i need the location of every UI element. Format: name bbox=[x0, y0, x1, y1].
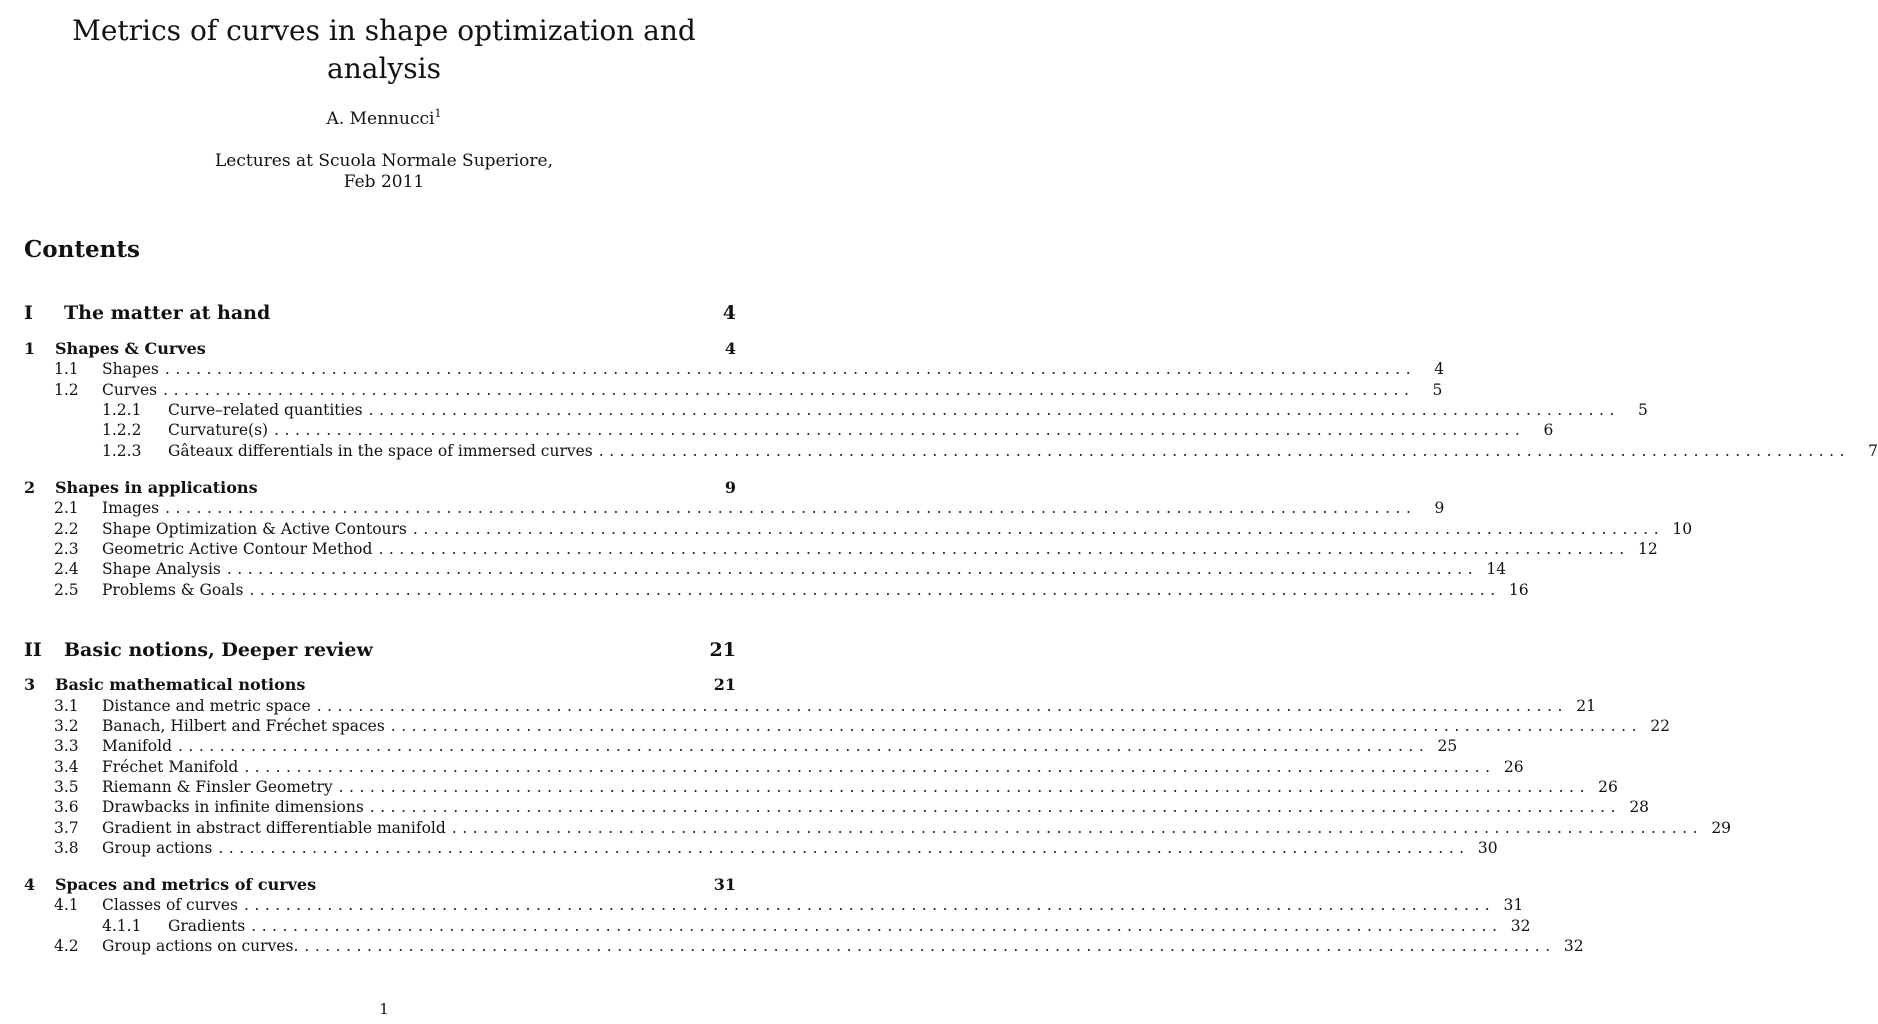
toc-entry-number: 3.5 bbox=[54, 778, 79, 796]
toc-entry-page: 10 bbox=[1672, 520, 1693, 538]
author-footnote-mark: 1 bbox=[434, 107, 442, 120]
toc-entry-number: 4.2 bbox=[54, 937, 79, 955]
toc-section-entry[interactable] bbox=[24, 580, 1529, 600]
toc-entry-title: Basic notions, Deeper review bbox=[64, 639, 373, 661]
toc-entry-page: 30 bbox=[1477, 839, 1498, 857]
toc-entry-number: 3.4 bbox=[54, 758, 79, 776]
toc-leader-dots: ........................................................................................................................ bbox=[164, 360, 1417, 378]
toc-entry-page: 6 bbox=[1543, 421, 1554, 439]
toc-entry-page: 4 bbox=[722, 302, 736, 324]
toc-leader-dots: ........................................................................................................................ bbox=[316, 697, 1568, 715]
toc-entry-page: 4 bbox=[1434, 360, 1445, 378]
toc-section-entry[interactable] bbox=[24, 757, 1524, 777]
toc-section-entry[interactable] bbox=[24, 696, 1596, 716]
toc-entry-title: Shapes in applications bbox=[55, 478, 258, 497]
toc-entry-title: Gradient in abstract differentiable manifold bbox=[102, 819, 446, 837]
toc-entry-page: 21 bbox=[709, 639, 736, 661]
toc-entry-number: 3.2 bbox=[54, 717, 79, 735]
lecture-line-2: Feb 2011 bbox=[343, 172, 425, 192]
lecture-note bbox=[0, 151, 768, 193]
toc-section-entry[interactable] bbox=[24, 838, 1498, 858]
toc-chapter-entry[interactable] bbox=[24, 339, 736, 359]
toc-chapter-entry[interactable] bbox=[24, 675, 736, 695]
toc-section-entry[interactable] bbox=[24, 797, 1650, 817]
author-name: A. Mennucci bbox=[326, 109, 435, 129]
toc-entry-page: 4 bbox=[724, 339, 736, 358]
toc-entry-number: 3.8 bbox=[54, 839, 79, 857]
toc-leader-dots: ........................................................................................................................ bbox=[249, 581, 1501, 599]
toc-entry-number: 1.1 bbox=[54, 360, 79, 378]
toc-entry-page: 31 bbox=[713, 875, 736, 894]
toc-leader-dots: ........................................................................................................................ bbox=[412, 520, 1665, 538]
toc-entry-title: The matter at hand bbox=[64, 302, 271, 324]
toc-entry-title: Shapes & Curves bbox=[55, 339, 206, 358]
toc-entry-title: Fréchet Manifold bbox=[102, 758, 239, 776]
toc-entry-page: 32 bbox=[1563, 937, 1584, 955]
toc-entry-page: 32 bbox=[1510, 917, 1531, 935]
toc-entry-title: Group actions on curves. bbox=[102, 937, 299, 955]
toc-entry-title: Geometric Active Contour Method bbox=[102, 540, 373, 558]
toc-chapter-entry[interactable] bbox=[24, 875, 736, 895]
toc-entry-page: 5 bbox=[1637, 401, 1648, 419]
toc-leader-dots: ........................................................................................................................ bbox=[368, 401, 1620, 419]
toc-entry-page: 7 bbox=[1868, 442, 1878, 460]
toc-chapter-entry[interactable] bbox=[24, 478, 736, 498]
toc-section-entry[interactable] bbox=[24, 936, 1584, 956]
toc-section-entry[interactable] bbox=[24, 818, 1732, 838]
toc-entry-page: 21 bbox=[713, 675, 736, 694]
toc-entry-title: Gradients bbox=[168, 917, 246, 935]
toc-entry-page: 16 bbox=[1508, 581, 1529, 599]
toc-leader-dots: ........................................................................................................................ bbox=[598, 442, 1851, 460]
toc-part-entry[interactable] bbox=[24, 637, 736, 663]
toc-leader-dots: ........................................................................................................................ bbox=[226, 560, 1479, 578]
toc-entry-title: Curves bbox=[102, 381, 158, 399]
toc-leader-dots: ........................................................................................................................ bbox=[369, 798, 1622, 816]
toc-entry-page: 5 bbox=[1432, 381, 1443, 399]
toc-entry-number: 2.4 bbox=[54, 560, 79, 578]
toc-section-entry[interactable] bbox=[24, 380, 1443, 400]
toc-entry-number: 3 bbox=[24, 675, 36, 694]
toc-entry-number: 1.2.1 bbox=[102, 401, 142, 419]
toc-entry-title: Problems & Goals bbox=[102, 581, 244, 599]
toc-entry-title: Shapes bbox=[102, 360, 159, 378]
toc-subsection-entry[interactable] bbox=[24, 916, 1531, 936]
toc-entry-title: Shape Analysis bbox=[102, 560, 221, 578]
toc-subsection-entry[interactable] bbox=[24, 420, 1554, 440]
toc-entry-title: Shape Optimization & Active Contours bbox=[102, 520, 407, 538]
toc-leader-dots: ........................................................................................................................ bbox=[251, 917, 1503, 935]
toc-leader-dots: ........................................................................................................................ bbox=[243, 896, 1496, 914]
toc-entry-number: 2.2 bbox=[54, 520, 79, 538]
toc-leader-dots: ........................................................................................................................ bbox=[304, 937, 1556, 955]
toc-entry-number: 2 bbox=[24, 478, 36, 497]
toc-entry-number: 4.1.1 bbox=[102, 917, 142, 935]
document-title: Metrics of curves in shape optimization and analysis bbox=[72, 14, 696, 85]
toc-leader-dots: ........................................................................................................................ bbox=[244, 758, 1496, 776]
toc-entry-title: Spaces and metrics of curves bbox=[55, 875, 317, 894]
toc-entry-number: I bbox=[24, 302, 33, 324]
toc-section-entry[interactable] bbox=[24, 539, 1658, 559]
toc-entry-page: 25 bbox=[1437, 737, 1458, 755]
toc-entry-title: Basic mathematical notions bbox=[55, 675, 306, 694]
lecture-line-1: Lectures at Scuola Normale Superiore, bbox=[215, 151, 553, 171]
toc-part-entry[interactable] bbox=[24, 300, 736, 326]
toc-leader-dots: ........................................................................................................................ bbox=[378, 540, 1630, 558]
contents-heading: Contents bbox=[24, 236, 140, 263]
toc-leader-dots: ........................................................................................................................ bbox=[451, 819, 1704, 837]
toc-entry-title: Classes of curves bbox=[102, 896, 238, 914]
toc-entry-number: 1.2.3 bbox=[102, 442, 142, 460]
toc-subsection-entry[interactable] bbox=[24, 400, 1648, 420]
toc-entry-page: 21 bbox=[1576, 697, 1596, 715]
toc-section-entry[interactable] bbox=[24, 895, 1524, 915]
toc-entry-page: 29 bbox=[1711, 819, 1732, 837]
toc-entry-title: Images bbox=[102, 499, 160, 517]
toc-leader-dots: ........................................................................................................................ bbox=[165, 499, 1417, 517]
toc-entry-number: 2.3 bbox=[54, 540, 79, 558]
toc-entry-number: II bbox=[24, 639, 42, 661]
toc-entry-number: 4 bbox=[24, 875, 36, 894]
page-number: 1 bbox=[379, 1000, 389, 1018]
toc-entry-page: 9 bbox=[1434, 499, 1445, 517]
toc-entry-title: Riemann & Finsler Geometry bbox=[102, 778, 333, 796]
toc-entry-number: 2.5 bbox=[54, 581, 79, 599]
toc-entry-number: 1.2 bbox=[54, 381, 79, 399]
toc-section-entry[interactable] bbox=[24, 716, 1671, 736]
toc-entry-page: 9 bbox=[724, 478, 736, 497]
author-line bbox=[0, 107, 768, 129]
toc-section-entry[interactable] bbox=[24, 777, 1618, 797]
toc-entry-number: 3.3 bbox=[54, 737, 79, 755]
toc-entry-number: 4.1 bbox=[54, 896, 79, 914]
toc-entry-page: 12 bbox=[1637, 540, 1658, 558]
toc-entry-title: Drawbacks in infinite dimensions bbox=[102, 798, 364, 816]
toc-leader-dots: ........................................................................................................................ bbox=[218, 839, 1470, 857]
toc-entry-title: Distance and metric space bbox=[102, 697, 311, 715]
toc-entry-number: 3.7 bbox=[54, 819, 79, 837]
toc-entry-number: 1 bbox=[24, 339, 36, 358]
toc-leader-dots: ........................................................................................................................ bbox=[163, 381, 1415, 399]
toc-entry-page: 31 bbox=[1503, 896, 1524, 914]
toc-entry-title: Curve–related quantities bbox=[168, 401, 363, 419]
toc-subsection-entry[interactable] bbox=[24, 441, 1878, 461]
toc-entry-page: 22 bbox=[1650, 717, 1671, 735]
toc-entry-page: 14 bbox=[1486, 560, 1507, 578]
toc-entry-number: 1.2.2 bbox=[102, 421, 142, 439]
toc-leader-dots: ........................................................................................................................ bbox=[274, 421, 1526, 439]
toc-entry-title: Curvature(s) bbox=[168, 421, 269, 439]
toc-entry-page: 26 bbox=[1503, 758, 1524, 776]
toc-section-entry[interactable] bbox=[24, 736, 1458, 756]
toc-entry-number: 2.1 bbox=[54, 499, 79, 517]
toc-entry-number: 3.6 bbox=[54, 798, 79, 816]
toc-entry-title: Manifold bbox=[102, 737, 172, 755]
toc-entry-title: Banach, Hilbert and Fréchet spaces bbox=[102, 717, 385, 735]
toc-entry-page: 28 bbox=[1629, 798, 1650, 816]
toc-entry-page: 26 bbox=[1598, 778, 1618, 796]
toc-leader-dots: ........................................................................................................................ bbox=[390, 717, 1643, 735]
toc-section-entry[interactable] bbox=[24, 498, 1445, 518]
toc-leader-dots: ........................................................................................................................ bbox=[338, 778, 1590, 796]
toc-section-entry[interactable] bbox=[24, 519, 1693, 539]
toc-entry-title: Gâteaux differentials in the space of immersed curves bbox=[168, 442, 593, 460]
toc-section-entry[interactable] bbox=[24, 359, 1445, 379]
toc-leader-dots: ........................................................................................................................ bbox=[178, 737, 1430, 755]
toc-entry-title: Group actions bbox=[102, 839, 213, 857]
toc-section-entry[interactable] bbox=[24, 559, 1507, 579]
toc-entry-number: 3.1 bbox=[54, 697, 79, 715]
